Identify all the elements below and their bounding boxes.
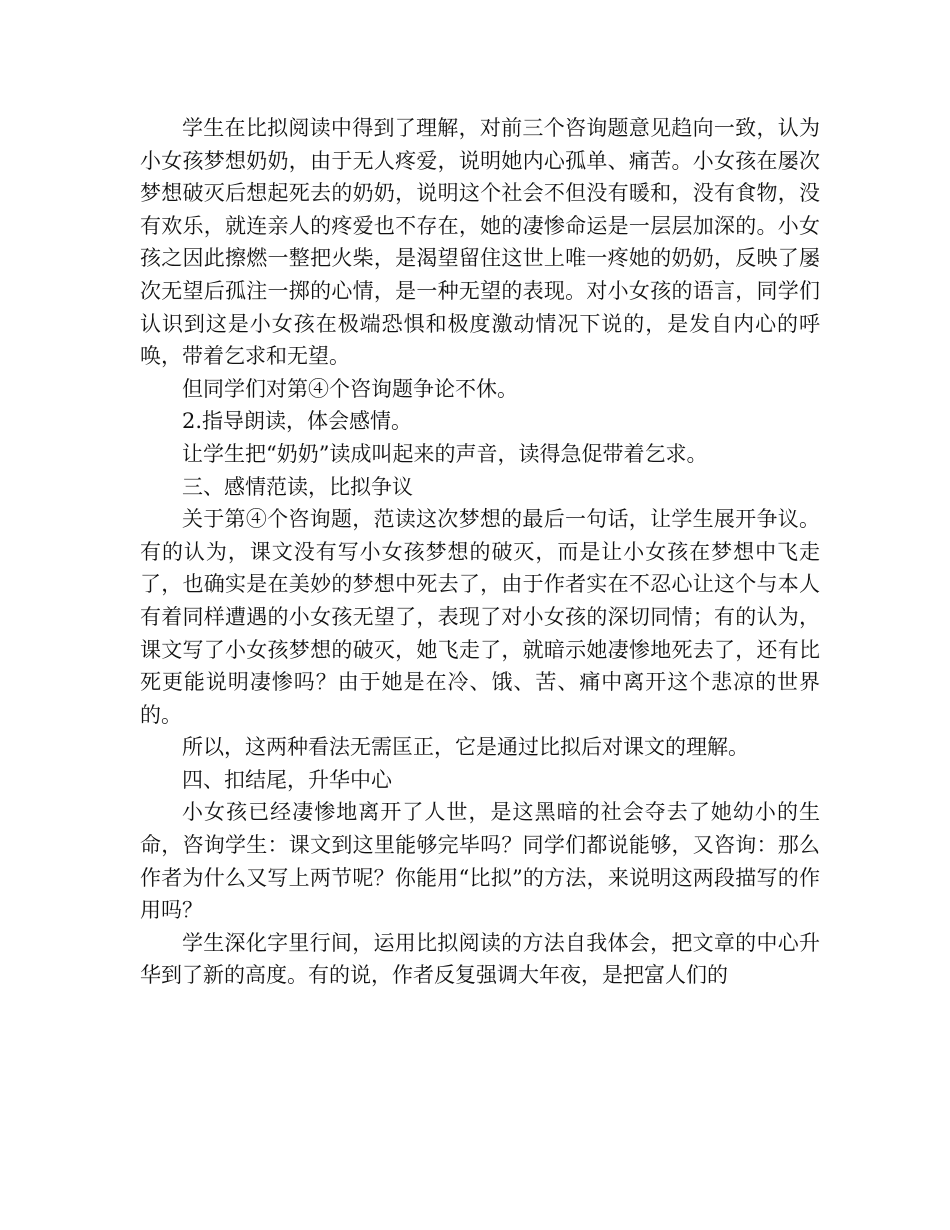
paragraph-10: 学生深化字里行间，运用比拟阅读的方法自我体会，把文章的中心升华到了新的高度。有的说，作者反复强调大年夜，是把富人们的 <box>140 930 820 988</box>
paragraph-9: 小女孩已经凄惨地离开了人世，是这黑暗的社会夺去了她幼小的生命，咨询学生：课文到这里能够完毕吗？同学们都说能够，又咨询：那么作者为什么又写上两节呢？你能用“比拟”的方法，来说明这两段描写的作用吗？ <box>140 800 820 923</box>
paragraph-7: 所以，这两种看法无需匡正，它是通过比拟后对课文的理解。 <box>182 735 749 760</box>
paragraph-2: 但同学们对第④个咨询题争论不休。 <box>182 376 518 401</box>
paragraph-4: 让学生把“奶奶”读成叫起来的声音，读得急促带着乞求。 <box>182 441 708 466</box>
paragraph-6: 关于第④个咨询题，范读这次梦想的最后一句话，让学生展开争议。有的认为，课文没有写小女孩梦想的破灭，而是让小女孩在梦想中飞走了，也确实是在美妙的梦想中死去了，由于作者实在不忍心让这个与本人有着同样遭遇的小女孩无望了，表现了对小女孩的深切同情；有的认为，课文写了小女孩梦想的破灭，她飞走了，就暗示她凄惨地死去了，还有比死更能说明凄惨吗？由于她是在冷、饿、苦、痛中离开这个悲凉的世界的。 <box>140 507 820 727</box>
section-heading-3: 三、感情范读，比拟争议 <box>182 474 413 499</box>
paragraph-3: 2.指导朗读，体会感情。 <box>182 409 413 434</box>
section-heading-4: 四、扣结尾，升华中心 <box>182 767 392 792</box>
paragraph-1: 学生在比拟阅读中得到了理解，对前三个咨询题意见趋向一致，认为小女孩梦想奶奶，由于无人疼爱，说明她内心孤单、痛苦。小女孩在屡次梦想破灭后想起死去的奶奶，说明这个社会不但没有暖和，没有食物，没有欢乐，就连亲人的疼爱也不存在，她的凄惨命运是一层层加深的。小女孩之因此擦燃一整把火柴，是渴望留住这世上唯一疼她的奶奶，反映了屡次无望后孤注一掷的心情，是一种无望的表现。对小女孩的语言，同学们认识到这是小女孩在极端恐惧和极度激动情况下说的，是发自内心的呼唤，带着乞求和无望。 <box>140 116 820 369</box>
document-page <box>140 112 820 992</box>
